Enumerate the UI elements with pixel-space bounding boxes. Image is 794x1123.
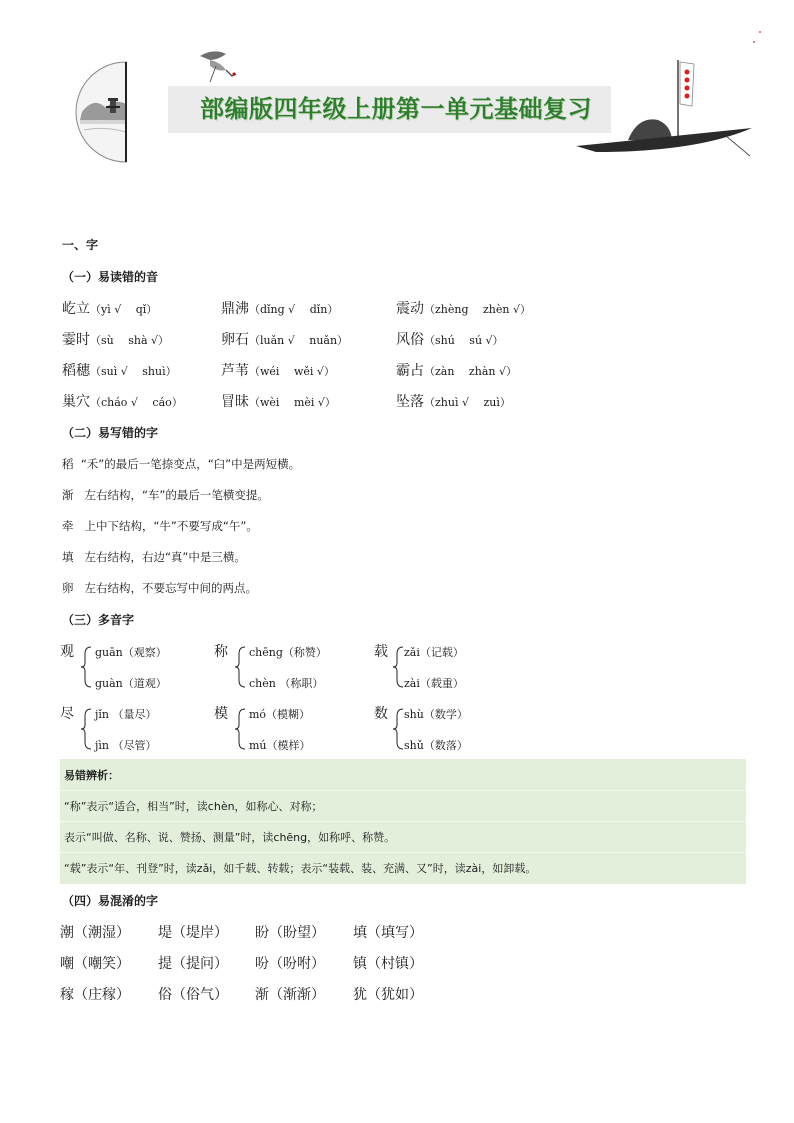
confusable-item: 提（提问） <box>158 956 228 972</box>
brace-icon <box>80 646 92 688</box>
tip-char: 填 <box>62 550 74 564</box>
brace-icon <box>392 646 404 688</box>
brace-icon <box>80 708 92 750</box>
reading-b: jìn （尽管） <box>95 739 157 752</box>
confusable-item: 堤（堤岸） <box>158 925 228 941</box>
reading-b: guàn（道观） <box>95 677 167 690</box>
pinyin-choices: （suì √ shuì） <box>90 365 177 378</box>
word: 芦苇 <box>221 363 249 379</box>
writing-tip <box>62 518 258 534</box>
word: 风俗 <box>396 332 424 348</box>
brace-icon <box>392 708 404 750</box>
analysis-heading: 易错辨析： <box>64 769 119 782</box>
pronunciation-item <box>396 360 517 380</box>
pinyin-choices: （wéi wěi √） <box>249 365 335 378</box>
pronunciation-item <box>62 360 177 380</box>
pronunciation-item <box>221 298 338 318</box>
pinyin-choices: （cháo √ cáo） <box>90 396 183 409</box>
pinyin-choices: （zhèng zhèn √） <box>424 303 531 316</box>
writing-tip <box>62 456 300 472</box>
word: 震动 <box>396 301 424 317</box>
confusable-item: 渐（渐渐） <box>255 987 325 1003</box>
writing-tip <box>62 549 246 565</box>
reading-b: zài（载重） <box>404 677 464 690</box>
pinyin-choices: （wèi mèi √） <box>249 396 336 409</box>
word: 卵石 <box>221 332 249 348</box>
pinyin-choices: （shú sú √） <box>424 334 504 347</box>
confusable-item: 潮（潮湿） <box>60 925 130 941</box>
polyphone-char: 观 <box>60 644 74 660</box>
reading-b: chèn （称职） <box>249 677 324 690</box>
confusable-item: 填（填写） <box>353 925 423 941</box>
reading-b: mú（模样） <box>249 739 311 752</box>
pronunciation-item <box>396 329 504 349</box>
tip-text: 左右结构，“车”的最后一笔横变提。 <box>84 488 269 502</box>
writing-tip <box>62 487 269 503</box>
reading-a: jǐn （量尽） <box>95 708 157 721</box>
page-title: 部编版四年级上册第一单元基础复习 <box>200 95 592 123</box>
analysis-line: “载”表示“年、刊登”时，读zǎi，如千载、转载；表示“装载、装、充满、又”时，读zài，如卸载。 <box>64 862 537 875</box>
analysis-line: 表示“叫做、名称、说、赞扬、测量”时，读chēng，如称呼、称赞。 <box>64 831 396 844</box>
reading-a: mó（模糊） <box>249 708 311 721</box>
polyphone-char: 尽 <box>60 706 74 722</box>
word: 霎时 <box>62 332 90 348</box>
tip-text: “禾”的最后一笔捺变点，“臼”中是两短横。 <box>80 457 301 471</box>
divider <box>60 852 746 853</box>
reading-b: shǔ（数落） <box>404 739 468 752</box>
word: 冒昧 <box>221 394 249 410</box>
pronunciation-item <box>221 329 348 349</box>
pronunciation-item <box>396 391 511 411</box>
word: 稻穗 <box>62 363 90 379</box>
subsection-heading: （四）易混淆的字 <box>62 894 159 908</box>
reading-a: shù（数学） <box>404 708 468 721</box>
polyphone-char: 称 <box>214 644 228 660</box>
tip-char: 卵 <box>62 581 74 595</box>
subsection-heading: （二）易写错的字 <box>62 426 159 440</box>
reading-a: guān（观察） <box>95 646 167 659</box>
tip-text: 左右结构，不要忘写中间的两点。 <box>84 581 257 595</box>
boat-icon <box>576 56 752 160</box>
word: 屹立 <box>62 301 90 317</box>
word: 坠落 <box>396 394 424 410</box>
pinyin-choices: （dǐng √ dǐn） <box>249 303 339 316</box>
pronunciation-item <box>62 391 183 411</box>
analysis-line: “称”表示“适合，相当”时，读chèn，如称心、对称； <box>64 800 323 813</box>
subsection-heading: （一）易读错的音 <box>62 270 159 284</box>
pinyin-choices: （zhuì √ zuì） <box>424 396 511 409</box>
confusable-item: 吩（吩咐） <box>255 956 325 972</box>
brace-icon <box>234 646 246 688</box>
pinyin-choices: （sù shà √） <box>90 334 170 347</box>
pronunciation-item <box>221 360 335 380</box>
confusable-item: 盼（盼望） <box>255 925 325 941</box>
confusable-item: 俗（俗气） <box>158 987 228 1003</box>
pinyin-choices: （luǎn √ nuǎn） <box>249 334 349 347</box>
word: 巢穴 <box>62 394 90 410</box>
brace-icon <box>234 708 246 750</box>
tip-text: 上中下结构，“牛”不要写成“午”。 <box>84 519 258 533</box>
reading-a: zǎi（记载） <box>404 646 464 659</box>
confusable-item: 嘲（嘲笑） <box>60 956 130 972</box>
tip-char: 稻 <box>62 457 74 471</box>
reading-a: chēng（称赞） <box>249 646 327 659</box>
pronunciation-item <box>396 298 531 318</box>
subsection-heading: （三）多音字 <box>62 613 135 627</box>
tip-text: 左右结构，右边“真”中是三横。 <box>84 550 246 564</box>
polyphone-char: 模 <box>214 706 228 722</box>
polyphone-char: 载 <box>374 644 388 660</box>
divider <box>60 790 746 791</box>
confusable-item: 犹（犹如） <box>353 987 423 1003</box>
word: 霸占 <box>396 363 424 379</box>
divider <box>60 821 746 822</box>
landscape-icon <box>74 60 130 166</box>
pronunciation-item <box>221 391 336 411</box>
crane-icon <box>196 46 240 86</box>
pinyin-choices: （yì √ qǐ） <box>90 303 158 316</box>
tip-char: 牵 <box>62 519 74 533</box>
confusable-item: 镇（村镇） <box>353 956 423 972</box>
polyphone-char: 数 <box>374 706 388 722</box>
corner-dots <box>748 28 768 48</box>
writing-tip <box>62 580 257 596</box>
tip-char: 渐 <box>62 488 74 502</box>
pronunciation-item <box>62 298 157 318</box>
section-heading: 一、字 <box>62 238 99 252</box>
pronunciation-item <box>62 329 169 349</box>
pinyin-choices: （zàn zhàn √） <box>424 365 517 378</box>
confusable-item: 稼（庄稼） <box>60 987 130 1003</box>
word: 鼎沸 <box>221 301 249 317</box>
